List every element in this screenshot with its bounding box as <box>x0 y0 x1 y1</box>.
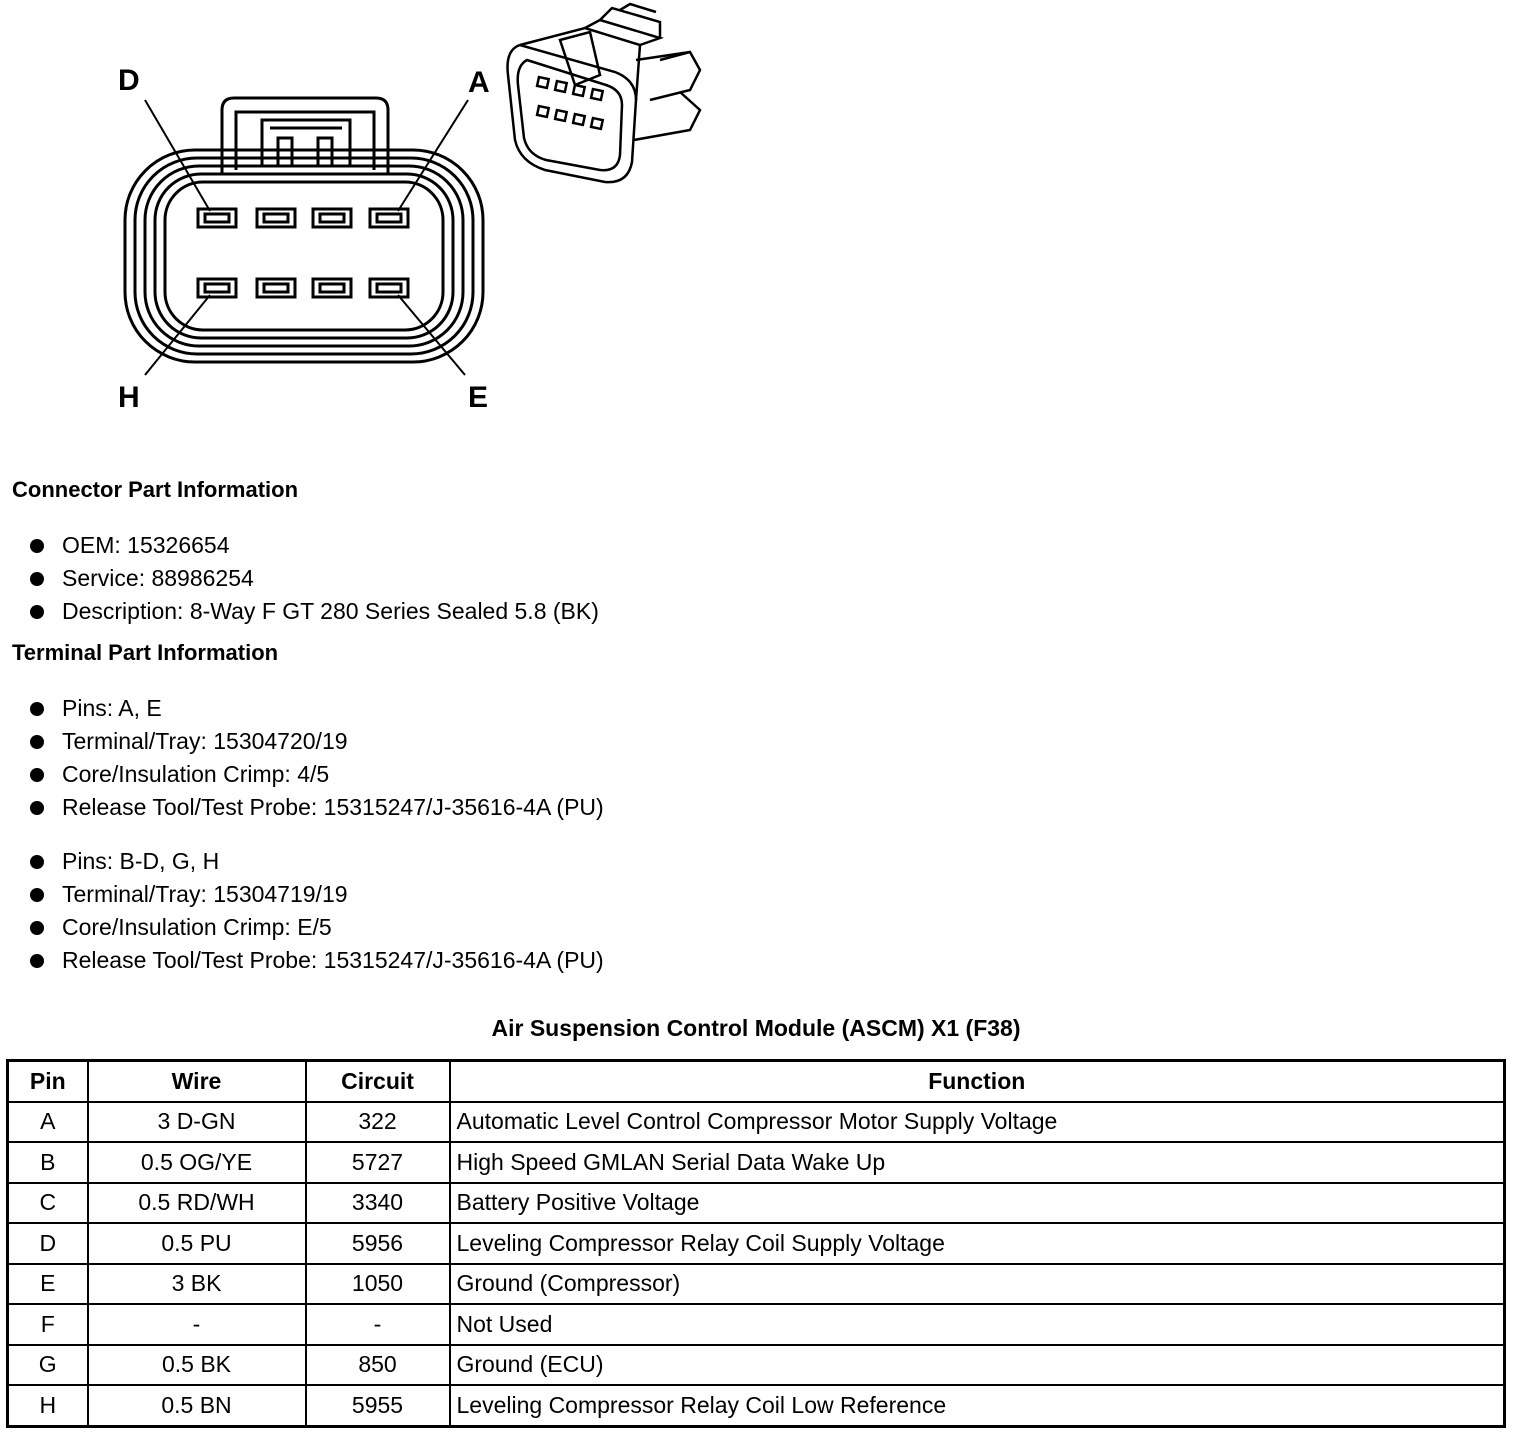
cell-function: Not Used <box>450 1304 1505 1345</box>
cell-wire: 0.5 BK <box>88 1345 306 1386</box>
list-item: Terminal/Tray: 15304719/19 <box>28 878 604 911</box>
list-item: Core/Insulation Crimp: 4/5 <box>28 758 604 791</box>
pin-label-h: H <box>118 381 140 414</box>
header-circuit: Circuit <box>306 1061 450 1102</box>
bullet-icon <box>30 539 44 553</box>
list-item: Pins: B-D, G, H <box>28 845 604 878</box>
cell-pin: E <box>8 1264 88 1305</box>
cell-wire: 0.5 OG/YE <box>88 1142 306 1183</box>
cell-wire: 0.5 PU <box>88 1223 306 1264</box>
bullet-icon <box>30 921 44 935</box>
cell-pin: B <box>8 1142 88 1183</box>
table-row <box>8 1183 1505 1224</box>
bullet-icon <box>30 702 44 716</box>
cell-pin: C <box>8 1183 88 1224</box>
header-function: Function <box>450 1061 1505 1102</box>
terminal-info-list-1 <box>28 692 604 824</box>
connector-diagram <box>0 0 760 430</box>
cell-pin: F <box>8 1304 88 1345</box>
cell-circuit: 3340 <box>306 1183 450 1224</box>
bullet-icon <box>30 605 44 619</box>
pin-label-a: A <box>468 66 490 99</box>
table-row <box>8 1345 1505 1386</box>
cell-function: Leveling Compressor Relay Coil Low Reference <box>450 1385 1505 1426</box>
list-item: Pins: A, E <box>28 692 604 725</box>
cell-function: Ground (ECU) <box>450 1345 1505 1386</box>
connector-info-list <box>28 529 599 628</box>
table-row <box>8 1142 1505 1183</box>
table-row <box>8 1264 1505 1305</box>
cell-wire: 3 BK <box>88 1264 306 1305</box>
cell-function: Battery Positive Voltage <box>450 1183 1505 1224</box>
table-row <box>8 1102 1505 1143</box>
cell-circuit: 5956 <box>306 1223 450 1264</box>
cell-function: Automatic Level Control Compressor Motor Supply Voltage <box>450 1102 1505 1143</box>
terminal-info-list-2 <box>28 845 604 977</box>
cell-circuit: - <box>306 1304 450 1345</box>
terminal-info-title: Terminal Part Information <box>12 640 279 665</box>
table-row <box>8 1385 1505 1426</box>
connector-illustration <box>508 4 701 182</box>
cell-circuit: 5955 <box>306 1385 450 1426</box>
connector-info-title: Connector Part Information <box>12 477 299 502</box>
list-item: Description: 8-Way F GT 280 Series Sealed 5.8 (BK) <box>28 595 599 628</box>
list-item: Terminal/Tray: 15304720/19 <box>28 725 604 758</box>
pin-label-e: E <box>468 381 489 414</box>
cell-wire: 0.5 RD/WH <box>88 1183 306 1224</box>
list-item: OEM: 15326654 <box>28 529 599 562</box>
cell-circuit: 850 <box>306 1345 450 1386</box>
bullet-icon <box>30 572 44 586</box>
bullet-icon <box>30 768 44 782</box>
header-pin: Pin <box>8 1061 88 1102</box>
cell-circuit: 5727 <box>306 1142 450 1183</box>
list-item: Core/Insulation Crimp: E/5 <box>28 911 604 944</box>
pin-table <box>6 1059 1506 1428</box>
cell-pin: A <box>8 1102 88 1143</box>
cell-pin: D <box>8 1223 88 1264</box>
table-row <box>8 1304 1505 1345</box>
bullet-icon <box>30 801 44 815</box>
bullet-icon <box>30 855 44 869</box>
cell-function: High Speed GMLAN Serial Data Wake Up <box>450 1142 1505 1183</box>
table-title: Air Suspension Control Module (ASCM) X1 (F38) <box>491 1015 1021 1041</box>
cell-wire: 0.5 BN <box>88 1385 306 1426</box>
bullet-icon <box>30 735 44 749</box>
cell-function: Ground (Compressor) <box>450 1264 1505 1305</box>
cell-pin: H <box>8 1385 88 1426</box>
list-item: Service: 88986254 <box>28 562 599 595</box>
header-wire: Wire <box>88 1061 306 1102</box>
table-header-row <box>8 1061 1505 1102</box>
bullet-icon <box>30 888 44 902</box>
cell-wire: 3 D-GN <box>88 1102 306 1143</box>
list-item: Release Tool/Test Probe: 15315247/J-35616-4A (PU) <box>28 944 604 977</box>
cell-wire: - <box>88 1304 306 1345</box>
cell-pin: G <box>8 1345 88 1386</box>
table-row <box>8 1223 1505 1264</box>
cell-circuit: 1050 <box>306 1264 450 1305</box>
cell-circuit: 322 <box>306 1102 450 1143</box>
cell-function: Leveling Compressor Relay Coil Supply Voltage <box>450 1223 1505 1264</box>
list-item: Release Tool/Test Probe: 15315247/J-35616-4A (PU) <box>28 791 604 824</box>
bullet-icon <box>30 954 44 968</box>
pin-label-d: D <box>118 64 140 97</box>
